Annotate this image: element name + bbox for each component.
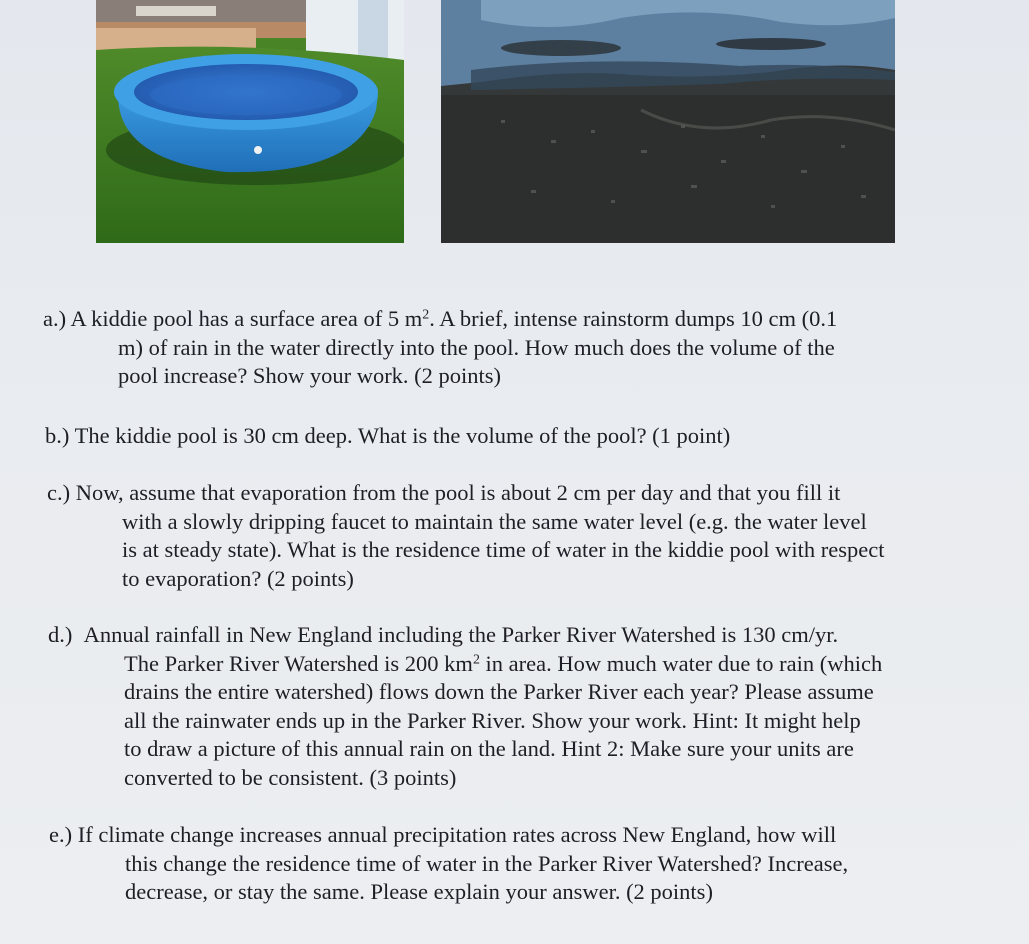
question-a-line-1: a.) A kiddie pool has a surface area of 5 $m^2$. A brief, intense rainstorm dumps 10 cm (0.1 — [43, 306, 838, 331]
question-b-label: b.) — [45, 423, 70, 448]
kiddie-pool-photo — [96, 0, 404, 243]
question-d — [48, 621, 882, 792]
question-c-line-2: with a slowly dripping faucet to maintain the same water level (e.g. the water level — [122, 508, 867, 534]
question-a — [43, 305, 837, 391]
question-e — [49, 821, 848, 907]
question-c — [47, 479, 884, 593]
question-d-line-6: converted to be consistent. (3 points) — [124, 764, 457, 790]
question-d-line-1: d.) Annual rainfall in New England including the Parker River Watershed is 130 cm/yr. — [48, 622, 839, 647]
question-c-line-1: c.) Now, assume that evaporation from the pool is about 2 cm per day and that you fill it — [47, 480, 841, 505]
question-a-line-2: m) of rain in the water directly into the pool. How much does the volume of the — [118, 334, 835, 360]
question-c-label: c.) — [47, 480, 71, 505]
question-a-label: a.) — [43, 306, 67, 331]
question-e-line-2: this change the residence time of water in the Parker River Watershed? Increase, — [125, 850, 849, 876]
aerial-watershed-photo — [441, 0, 895, 243]
question-d-line-3: drains the entire watershed) flows down the Parker River each year? Please assume — [124, 679, 874, 704]
question-b — [45, 422, 730, 451]
question-c-line-3: is at steady state). What is the residence time of water in the kiddie pool with respect — [122, 537, 885, 562]
question-a-line-3: pool increase? Show your work. (2 points) — [118, 363, 502, 388]
question-d-line-4: all the rainwater ends up in the Parker River. Show your work. Hint: It might help — [124, 707, 861, 733]
question-e-line-3: decrease, or stay the same. Please explain your answer. (2 points) — [125, 879, 713, 904]
question-e-line-1: e.) If climate change increases annual precipitation rates across New England, how will — [49, 822, 837, 847]
question-c-line-4: to evaporation? (2 points) — [122, 565, 354, 591]
question-d-line-5: to draw a picture of this annual rain on the land. Hint 2: Make sure your units are — [124, 736, 854, 761]
question-d-label: d.) — [48, 622, 73, 647]
question-b-line-1: b.) The kiddie pool is 30 cm deep. What is the volume of the pool? (1 point) — [45, 423, 731, 448]
question-e-label: e.) — [49, 822, 73, 847]
question-d-line-2: The Parker River Watershed is 200 $km^2$ in area. How much water due to rain (which — [124, 650, 883, 676]
kiddie-pool-illustration — [96, 0, 404, 243]
aerial-watershed-illustration — [441, 0, 895, 243]
